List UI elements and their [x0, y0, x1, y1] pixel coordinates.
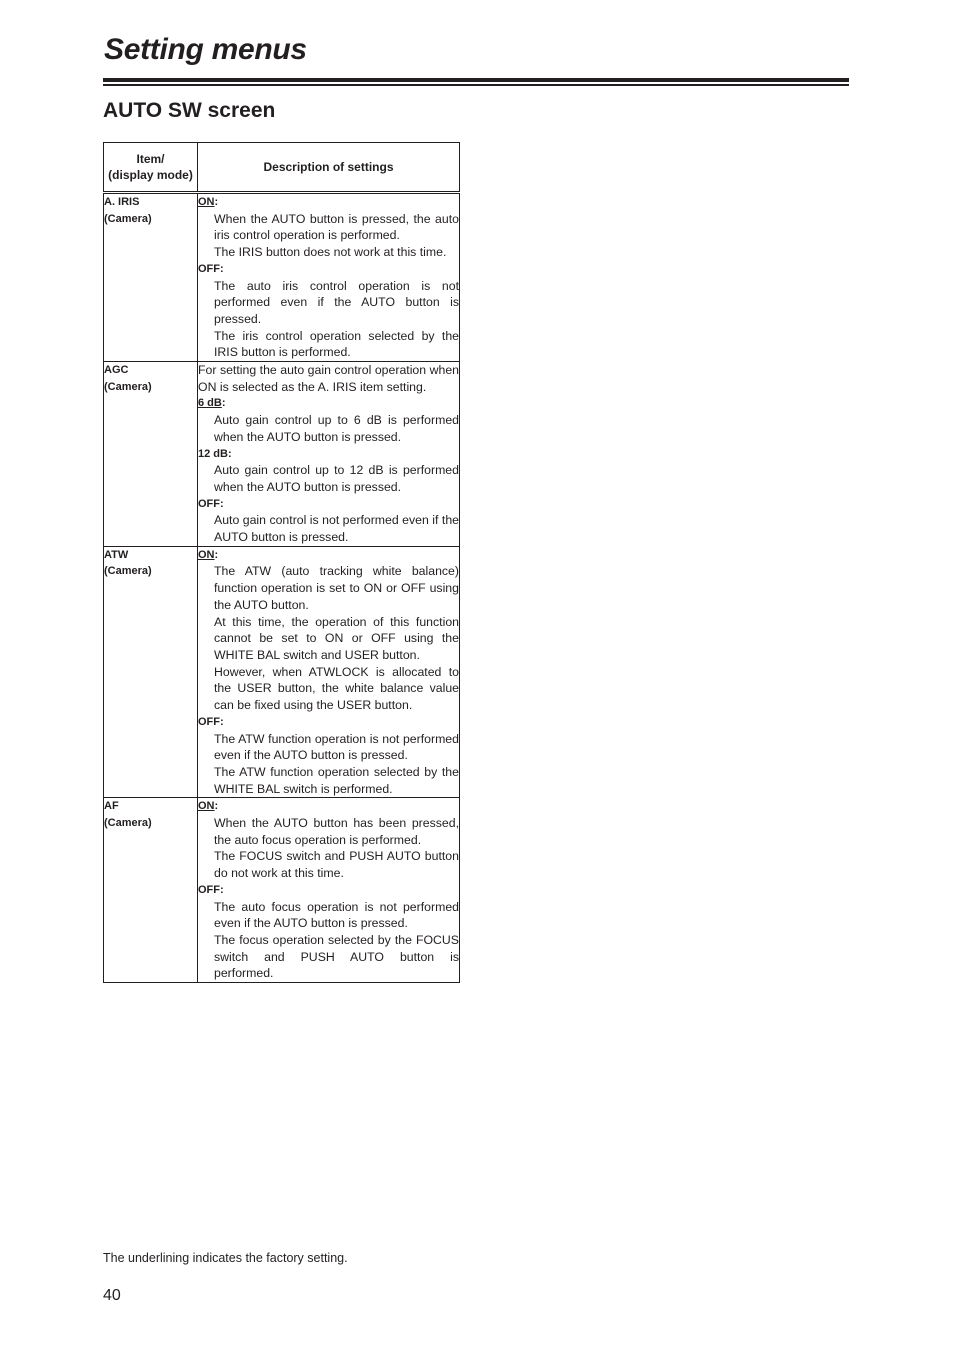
- option-label: OFF:: [198, 883, 224, 896]
- section-title: AUTO SW screen: [103, 99, 276, 122]
- settings-table: [103, 142, 460, 983]
- item-column-header: [104, 143, 198, 193]
- header-rule-thin: [103, 84, 849, 86]
- item-mode: (Camera): [104, 816, 152, 829]
- item-mode: (Camera): [104, 380, 152, 393]
- option-value: OFF: [198, 715, 220, 728]
- item-name: AF: [104, 800, 119, 813]
- table-row: [104, 193, 460, 362]
- table-row: [104, 546, 460, 798]
- option-value-factory: 6 dB: [198, 397, 222, 410]
- option-label: ON:: [198, 548, 219, 561]
- option-description: The focus operation selected by the FOCUS switch and PUSH AUTO button is performed.: [214, 932, 459, 981]
- description-cell: [198, 798, 460, 983]
- item-name: A. IRIS: [104, 196, 140, 208]
- option-description: Auto gain control up to 12 dB is performed when the AUTO button is pressed.: [214, 463, 459, 494]
- item-cell: [104, 193, 198, 362]
- option-label: ON:: [198, 196, 219, 208]
- item-name: AGC: [104, 364, 129, 377]
- option-description: The auto iris control operation is not performed even if the AUTO button is pressed.: [214, 278, 459, 326]
- option-value-factory: ON: [198, 548, 215, 561]
- option-label: OFF:: [198, 497, 224, 510]
- table-header-row: [104, 143, 460, 193]
- footnote: The underlining indicates the factory setting.: [103, 1251, 348, 1265]
- option-description: When the AUTO button is pressed, the auto iris control operation is performed.: [214, 211, 459, 243]
- description-column-header: Description of settings: [198, 143, 460, 193]
- item-intro: For setting the auto gain control operation when ON is selected as the A. IRIS item setting.: [198, 363, 459, 394]
- header-rule-thick: [103, 78, 849, 82]
- description-cell: [198, 193, 460, 362]
- item-name: ATW: [104, 548, 129, 561]
- option-value: OFF: [198, 262, 220, 275]
- option-value-factory: ON: [198, 800, 215, 813]
- option-description: At this time, the operation of this function cannot be set to ON or OFF using the WHITE BAL switch and USER button.: [214, 614, 459, 662]
- option-description: The iris control operation selected by the IRIS button is performed.: [214, 328, 459, 360]
- option-description: The ATW function operation is not performed even if the AUTO button is pressed.: [214, 731, 459, 763]
- option-label: OFF:: [198, 715, 224, 728]
- page-title: Setting menus: [104, 33, 307, 66]
- option-description: However, when ATWLOCK is allocated to the USER button, the white balance value can be fixed using the USER button.: [214, 664, 459, 713]
- description-cell: [198, 362, 460, 547]
- option-value-factory: ON: [198, 196, 215, 208]
- option-description: Auto gain control up to 6 dB is performed when the AUTO button is pressed.: [214, 413, 459, 444]
- item-header-line2: (display mode): [108, 168, 193, 182]
- option-description: The IRIS button does not work at this time.: [214, 245, 447, 260]
- description-cell: [198, 546, 460, 798]
- item-cell: [104, 362, 198, 547]
- page-number: 40: [103, 1287, 121, 1304]
- option-label: 6 dB:: [198, 397, 226, 410]
- option-value: 12 dB: [198, 447, 228, 460]
- option-label: ON:: [198, 800, 219, 813]
- option-description: Auto gain control is not performed even if the AUTO button is pressed.: [214, 513, 459, 545]
- table-row: [104, 362, 460, 547]
- option-label: OFF:: [198, 262, 224, 275]
- option-description: The FOCUS switch and PUSH AUTO button do not work at this time.: [214, 849, 459, 881]
- option-value: OFF: [198, 883, 220, 896]
- table-row: [104, 798, 460, 983]
- item-header-line1: Item/: [136, 152, 165, 166]
- option-value: OFF: [198, 497, 220, 510]
- option-description: The auto focus operation is not performed even if the AUTO button is pressed.: [214, 899, 459, 931]
- option-label: 12 dB:: [198, 447, 232, 460]
- option-description: When the AUTO button has been pressed, the auto focus operation is performed.: [214, 816, 459, 847]
- item-mode: (Camera): [104, 565, 152, 578]
- item-mode: (Camera): [104, 212, 152, 225]
- option-description: The ATW (auto tracking white balance) function operation is set to ON or OFF using the AUTO button.: [214, 564, 459, 612]
- item-cell: [104, 546, 198, 798]
- item-cell: [104, 798, 198, 983]
- option-description: The ATW function operation selected by the WHITE BAL switch is performed.: [214, 764, 459, 796]
